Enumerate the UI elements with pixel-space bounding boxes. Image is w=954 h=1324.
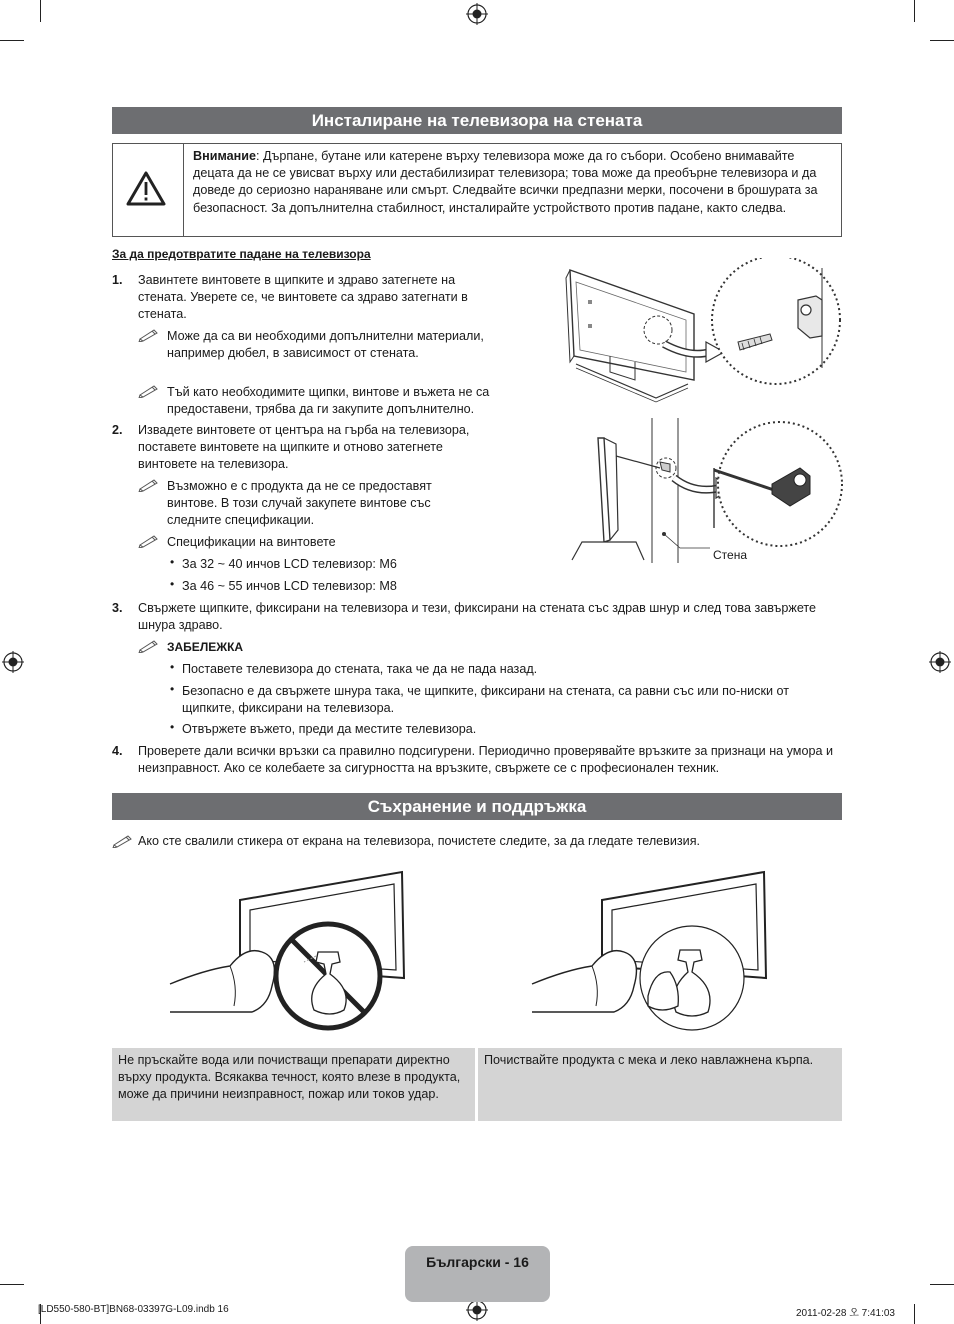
wall-label: Стена [713, 548, 748, 562]
registration-mark-icon [2, 651, 24, 673]
crop-mark [40, 0, 41, 22]
note-label: ЗАБЕЛЕЖКА [167, 640, 244, 654]
step-3-text: Свържете щипките, фиксирани на телевизора и тези, фиксирани на стената със здрав шнур и след това завържете шнура здраво. [138, 601, 817, 632]
crop-mark [930, 1284, 954, 1285]
warning-box [112, 143, 842, 237]
crop-mark [930, 40, 954, 41]
note-pencil-icon [112, 834, 134, 848]
registration-mark-icon [466, 3, 488, 25]
bullet-dot: • [170, 577, 175, 591]
step-number: 3. [112, 601, 123, 615]
warning-text [193, 148, 833, 217]
step-2-note-2: Спецификации на винтовете [167, 535, 336, 549]
step-3-bullet-1: Поставете телевизора до стената, така че да не пада назад. [182, 662, 538, 676]
step-number: 4. [112, 744, 123, 758]
soft-cloth-illustration [530, 866, 776, 1040]
warning-body: : Дърпане, бутане или катерене върху телевизора може да го събори. Особено внимавайте децата да не се увисват върху или дестабилизират телевизора; това може да преобърне телевизора и да доведе до сериозно нараняване или смърт. Следвайте всички предпазни мерки, посочени в брошурата за безопасност. За допълнителна стабилност, инсталирайте устройството против падане, както следва. [193, 149, 818, 215]
step-number: 1. [112, 273, 123, 287]
note-pencil-icon [138, 328, 160, 342]
warning-label: Внимание [193, 149, 256, 163]
step-number: 2. [112, 423, 123, 437]
bullet-dot: • [170, 682, 175, 696]
note-pencil-icon [138, 384, 160, 398]
caption-soft-cloth: Почиствайте продукта с мека и леко навлажнена кърпа. [478, 1048, 842, 1121]
screw-spec-1: За 32 ~ 40 инчов LCD телевизор: M6 [182, 557, 397, 571]
crop-mark [914, 1304, 915, 1324]
step-2-text: Извадете винтовете от центъра на гърба на телевизора, поставете винтовете на щипките и отново затегнете винтовете на телевизора. [138, 423, 470, 471]
page-number-tab [405, 1246, 550, 1302]
bullet-dot: • [170, 555, 175, 569]
step-4-text: Проверете дали всички връзки са правилно подсигурени. Периодично проверявайте връзките за признаци на умора и неизправност. Ако се колебаете за сигурността на връзките, свържете се с професионален техник. [138, 744, 834, 775]
registration-mark-icon [929, 651, 951, 673]
registration-mark-icon [466, 1299, 488, 1321]
step-2-note-1: Възможно е с продукта да не се предоставят винтове. В този случай закупете винтове със следните спецификации. [167, 479, 432, 527]
step-3-bullet-3: Отвържете въжето, преди да местите телевизора. [182, 722, 477, 736]
note-pencil-icon [138, 478, 160, 492]
step-1-text: Завинтете винтовете в щипките и здраво затегнете на стената. Уверете се, че винтовете са здраво затегнати в стената. [138, 273, 468, 321]
crop-mark [914, 0, 915, 22]
step-1-note-2: Тъй като необходимите щипки, винтове и въжета не са предоставени, трябва да ги закупите допълнително. [167, 385, 490, 416]
step-3-bullet-2: Безопасно е да свържете шнура така, че щипките, фиксирани на стената, са равни със или по-ниски от щипките, фиксирани на телевизора. [182, 684, 790, 715]
warning-icon [113, 144, 183, 236]
crop-mark [0, 1284, 24, 1285]
page-number-label: Български - 16 [426, 1254, 529, 1270]
footer-timestamp: 2011-02-28 오 7:41:03 [796, 1308, 895, 1319]
screw-spec-2: За 46 ~ 55 инчов LCD телевизор: M8 [182, 579, 397, 593]
section-title-wall-mount: Инсталиране на телевизора на стената [112, 107, 842, 134]
step-1-note-1: Може да са ви необходими допълнителни материали, например дюбел, в зависимост от стената. [167, 329, 484, 360]
wall-mount-illustration [560, 258, 850, 563]
no-spray-illustration [168, 866, 414, 1040]
cleaning-captions [112, 1048, 842, 1121]
section-title-storage: Съхранение и поддръжка [112, 793, 842, 820]
bullet-dot: • [170, 720, 175, 734]
bullet-dot: • [170, 660, 175, 674]
note-pencil-icon [138, 639, 160, 653]
warning-icon-cell [113, 144, 184, 236]
subheading-prevent-fall: За да предотвратите падане на телевизора [112, 247, 371, 261]
note-pencil-icon [138, 534, 160, 548]
storage-note: Ако сте свалили стикера от екрана на телевизора, почистете следите, за да гледате телевизия. [138, 834, 701, 848]
footer-file-info: [LD550-580-BT]BN68-03397G-L09.indb 16 [38, 1304, 229, 1315]
caption-no-spray: Не пръскайте вода или почистващи препарати директно върху продукта. Всякаква течност, която влезе в продукта, може да причини неизправност, пожар или токов удар. [112, 1048, 475, 1121]
crop-mark [0, 40, 24, 41]
